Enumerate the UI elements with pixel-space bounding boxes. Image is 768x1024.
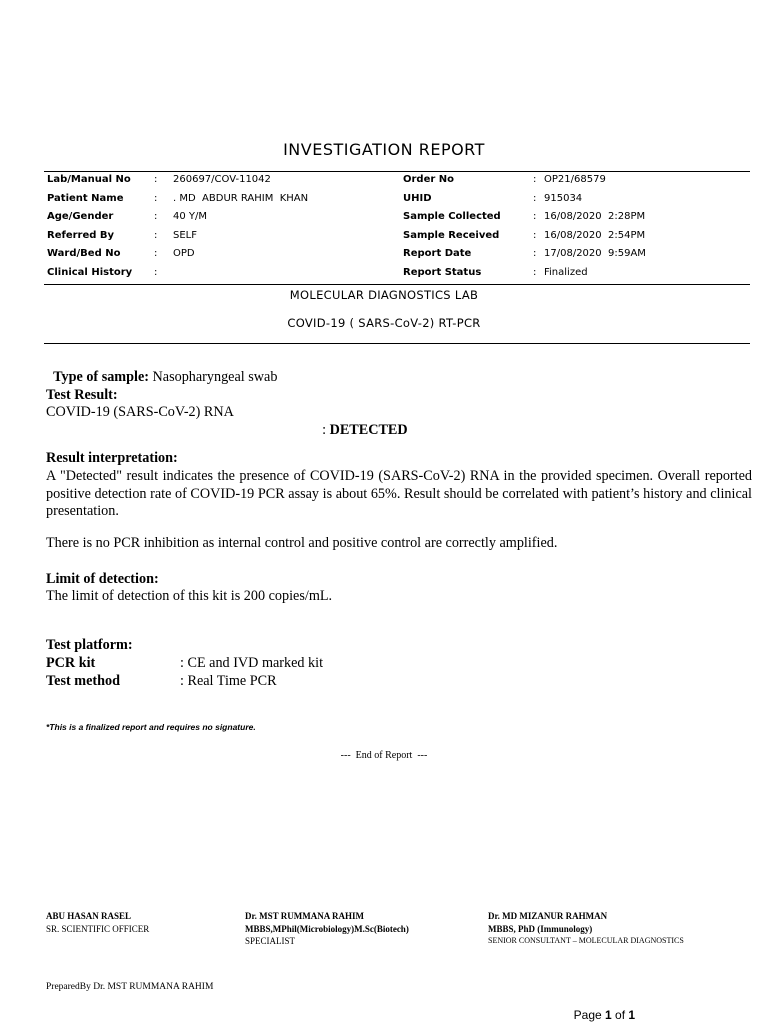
pcr-kit-label: PCR kit — [46, 655, 96, 671]
info-value: 260697/COV-11042 — [173, 174, 271, 185]
info-row-sample-collected — [403, 208, 748, 227]
detected-status: DETECTED — [329, 421, 408, 438]
test-method-value: : Real Time PCR — [180, 673, 277, 689]
info-value: Finalized — [544, 266, 588, 278]
page-word: Page — [573, 1008, 606, 1022]
info-colon: : — [154, 266, 158, 278]
finalized-note: *This is a finalized report and requires no signature. — [46, 722, 256, 732]
signatory-degree: MBBS,MPhil(Microbiology)M.Sc(Biotech) — [245, 923, 409, 934]
info-value: OP21/68579 — [544, 174, 606, 185]
test-result-heading: Test Result: — [46, 387, 118, 403]
info-row-order-no — [403, 171, 748, 190]
info-colon: : — [533, 248, 537, 260]
info-colon: : — [154, 229, 158, 241]
info-divider — [44, 284, 750, 285]
info-row-uhid — [403, 190, 748, 209]
signatory-designation: SR. SCIENTIFIC OFFICER — [46, 923, 150, 934]
page-number — [567, 994, 635, 1022]
info-colon: : — [154, 192, 158, 204]
info-row-lab-no — [47, 171, 387, 190]
info-row-age-gender — [47, 208, 387, 227]
signatory-name: ABU HASAN RASEL — [46, 911, 132, 921]
info-colon: : — [154, 211, 158, 223]
test-result-colon: : — [322, 421, 330, 438]
info-row-clinical-history — [47, 264, 387, 283]
test-result-item: COVID-19 (SARS-CoV-2) RNA — [46, 404, 234, 420]
info-label: Referred By — [47, 229, 115, 241]
info-label: Lab/Manual No — [47, 174, 131, 185]
info-label: Report Status — [403, 266, 482, 278]
test-method-label: Test method — [46, 673, 120, 689]
info-value: 16/08/2020 2:54PM — [544, 229, 646, 241]
signatory-1 — [46, 910, 236, 935]
page-current: 1 — [605, 1008, 612, 1022]
test-name-heading: COVID-19 ( SARS-CoV-2) RT-PCR — [287, 316, 481, 330]
info-value: 17/08/2020 9:59AM — [544, 248, 646, 260]
department-heading: MOLECULAR DIAGNOSTICS LAB — [289, 288, 479, 302]
patient-info-right — [403, 171, 748, 283]
info-row-report-status — [403, 264, 748, 283]
test-divider — [44, 343, 750, 344]
page-total: 1 — [628, 1008, 636, 1022]
info-colon: : — [533, 229, 537, 241]
signatory-degree: MBBS, PhD (Immunology) — [488, 923, 593, 934]
info-row-ward-bed — [47, 245, 387, 264]
limit-heading: Limit of detection: — [46, 571, 159, 587]
interpretation-paragraph: A "Detected" result indicates the presence of COVID-19 (SARS-CoV-2) RNA in the provided specimen. Overall reported positive detection rate of COVID-19 PCR assay is about 65%. Result should be correlated with patient’s history and clinical presentation. — [46, 468, 752, 519]
pcr-kit-value: : CE and IVD marked kit — [180, 655, 324, 671]
info-label: UHID — [403, 192, 432, 204]
info-value: 915034 — [544, 192, 583, 204]
info-label: Sample Collected — [403, 211, 501, 223]
prepared-by: PreparedBy Dr. MST RUMMANA RAHIM — [46, 982, 214, 992]
sample-type — [46, 351, 277, 386]
info-row-referred-by — [47, 227, 387, 246]
signatory-name: Dr. MD MIZANUR RAHMAN — [488, 911, 608, 921]
end-of-report: --- End of Report --- — [340, 750, 428, 761]
info-colon: : — [533, 192, 537, 204]
info-value: 16/08/2020 2:28PM — [544, 211, 646, 223]
info-value: 40 Y/M — [173, 211, 208, 223]
info-label: Ward/Bed No — [47, 248, 121, 260]
signatory-3 — [488, 910, 750, 948]
info-value: SELF — [173, 229, 197, 241]
platform-heading: Test platform: — [46, 637, 133, 653]
info-colon: : — [154, 174, 158, 185]
signatory-title: SENIOR CONSULTANT – MOLECULAR DIAGNOSTICS — [488, 936, 684, 945]
signatory-name: Dr. MST RUMMANA RAHIM — [245, 911, 364, 921]
signatory-title: SPECIALIST — [245, 936, 296, 946]
report-title: INVESTIGATION REPORT — [283, 140, 485, 159]
interpretation-heading: Result interpretation: — [46, 450, 178, 466]
info-colon: : — [533, 266, 537, 278]
sample-type-label: Type of sample: — [53, 368, 149, 385]
info-colon: : — [533, 174, 537, 185]
info-label: Clinical History — [47, 266, 133, 278]
signatory-2 — [245, 910, 480, 948]
info-value: . MD ABDUR RAHIM KHAN — [173, 192, 309, 204]
pcr-inhibition-note: There is no PCR inhibition as internal control and positive control are correctly amplified. — [46, 535, 558, 551]
info-label: Age/Gender — [47, 211, 114, 223]
page-of: of — [611, 1008, 629, 1022]
test-result-value — [315, 404, 408, 439]
info-row-patient-name — [47, 190, 387, 209]
info-colon: : — [154, 248, 158, 260]
sample-type-value: Nasopharyngeal swab — [148, 368, 278, 385]
info-label: Patient Name — [47, 192, 124, 204]
limit-text: The limit of detection of this kit is 200 copies/mL. — [46, 588, 333, 604]
info-row-report-date — [403, 245, 748, 264]
info-label: Sample Received — [403, 229, 500, 241]
info-value: OPD — [173, 248, 195, 260]
info-colon: : — [533, 211, 537, 223]
info-row-sample-received — [403, 227, 748, 246]
info-label: Order No — [403, 174, 455, 185]
patient-info-left — [47, 171, 387, 283]
info-label: Report Date — [403, 248, 472, 260]
